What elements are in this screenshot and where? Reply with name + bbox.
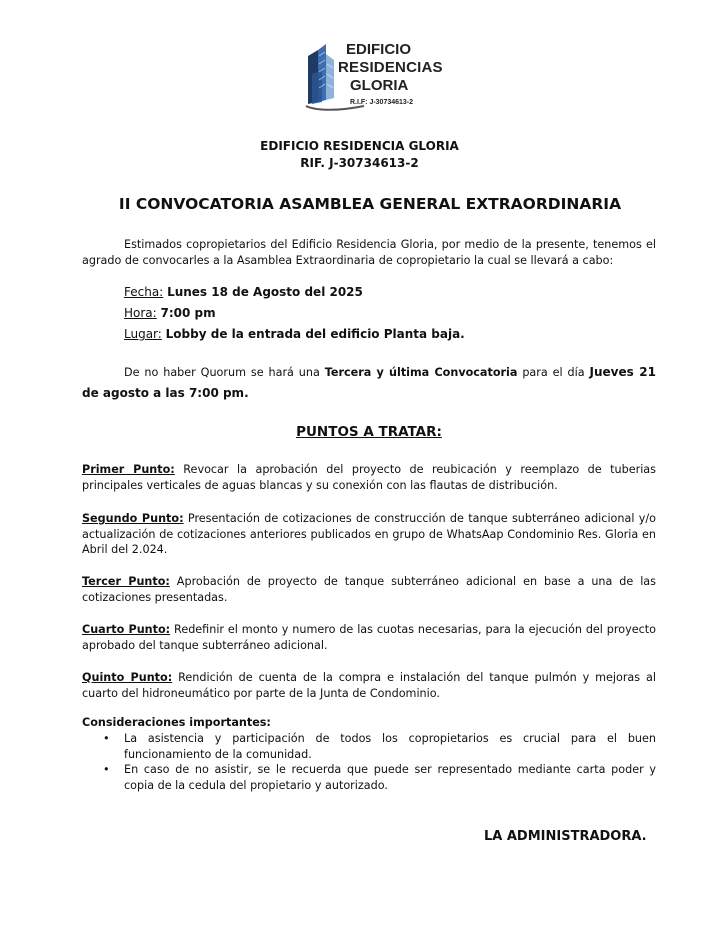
building-logo bbox=[304, 40, 444, 116]
consideraciones-list bbox=[82, 731, 656, 793]
quorum-bold1: Tercera y última Convocatoria bbox=[324, 366, 518, 379]
quorum-part1: De no haber Quorum se hará una bbox=[124, 366, 325, 379]
quorum-part2: para el día bbox=[517, 366, 590, 379]
punto-3-text: Aprobación de proyecto de tanque subterráneo adicional en base a una de las cotizaciones presentadas. bbox=[82, 575, 656, 604]
lugar-value: Lobby de la entrada del edificio Planta baja. bbox=[165, 327, 465, 341]
bullet-icon: • bbox=[103, 763, 110, 776]
bullet-icon: • bbox=[103, 732, 110, 745]
punto-1-label: Primer Punto: bbox=[82, 463, 175, 476]
header-name: EDIFICIO RESIDENCIA GLORIA bbox=[260, 139, 459, 153]
consideracion-text: En caso de no asistir, se le recuerda que puede ser representado mediante carta poder y copia de la cedula del propietario y autorizado. bbox=[124, 763, 656, 792]
meeting-details bbox=[124, 282, 465, 345]
quorum-bold2: Jueves 21 de agosto a las 7:00 pm. bbox=[82, 365, 656, 400]
punto-4 bbox=[82, 622, 656, 653]
punto-2-label: Segundo Punto: bbox=[82, 512, 184, 525]
punto-5-label: Quinto Punto: bbox=[82, 671, 173, 684]
lugar-label: Lugar: bbox=[124, 327, 162, 341]
hora-value: 7:00 pm bbox=[160, 306, 216, 320]
consideraciones-title: Consideraciones importantes: bbox=[82, 716, 271, 729]
hora-label: Hora: bbox=[124, 306, 157, 320]
fecha-label: Fecha: bbox=[124, 285, 164, 299]
punto-2 bbox=[82, 511, 656, 558]
logo-line3: GLORIA bbox=[350, 77, 409, 94]
intro-paragraph bbox=[82, 237, 656, 268]
intro-text: Estimados copropietarios del Edificio Residencia Gloria, por medio de la presente, tenemos el agrado de convocarles a la Asamblea Extraordinaria de copropietario la cual se llevará a cabo: bbox=[82, 238, 656, 267]
header-rif: RIF. J-30734613-2 bbox=[300, 156, 419, 170]
quorum-paragraph bbox=[82, 362, 656, 404]
document-title: II CONVOCATORIA ASAMBLEA GENERAL EXTRAORDINARIA bbox=[118, 195, 622, 213]
hora-line bbox=[124, 303, 465, 324]
punto-3 bbox=[82, 574, 656, 605]
punto-4-text: Redefinir el monto y numero de las cuotas necesarias, para la ejecución del proyecto aprobado del tanque subterráneo adicional. bbox=[82, 623, 656, 652]
fecha-line bbox=[124, 282, 465, 303]
punto-1-text: Revocar la aprobación del proyecto de reubicación y reemplazo de tuberias principales verticales de aguas blancas y su conexión con las flautas de distribución. bbox=[82, 463, 656, 492]
logo-line1: EDIFICIO bbox=[346, 41, 412, 58]
signature-administradora: LA ADMINISTRADORA. bbox=[484, 829, 647, 844]
fecha-value: Lunes 18 de Agosto del 2025 bbox=[167, 285, 363, 299]
punto-3-label: Tercer Punto: bbox=[82, 575, 170, 588]
punto-4-label: Cuarto Punto: bbox=[82, 623, 171, 636]
consideracion-text: La asistencia y participación de todos los copropietarios es crucial para el buen funcionamiento de la comunidad. bbox=[124, 732, 656, 761]
logo-line2: RESIDENCIAS bbox=[338, 59, 443, 76]
punto-5 bbox=[82, 670, 656, 701]
list-item bbox=[82, 731, 656, 762]
lugar-line bbox=[124, 324, 465, 345]
list-item bbox=[82, 762, 656, 793]
punto-5-text: Rendición de cuenta de la compra e instalación del tanque pulmón y mejoras al cuarto del hidroneumático por parte de la Junta de Condominio. bbox=[82, 671, 656, 700]
puntos-title: PUNTOS A TRATAR: bbox=[296, 424, 442, 440]
logo-wordmark bbox=[338, 42, 443, 93]
punto-2-text: Presentación de cotizaciones de construcción de tanque subterráneo adicional y/o actualización de cotizaciones anteriores publicados en grupo de WhatsAap Condominio Res. Gloria en Abril del 2.024. bbox=[82, 512, 656, 556]
logo-rif: R.I.F: J-30734613-2 bbox=[350, 99, 414, 106]
punto-1 bbox=[82, 462, 656, 493]
